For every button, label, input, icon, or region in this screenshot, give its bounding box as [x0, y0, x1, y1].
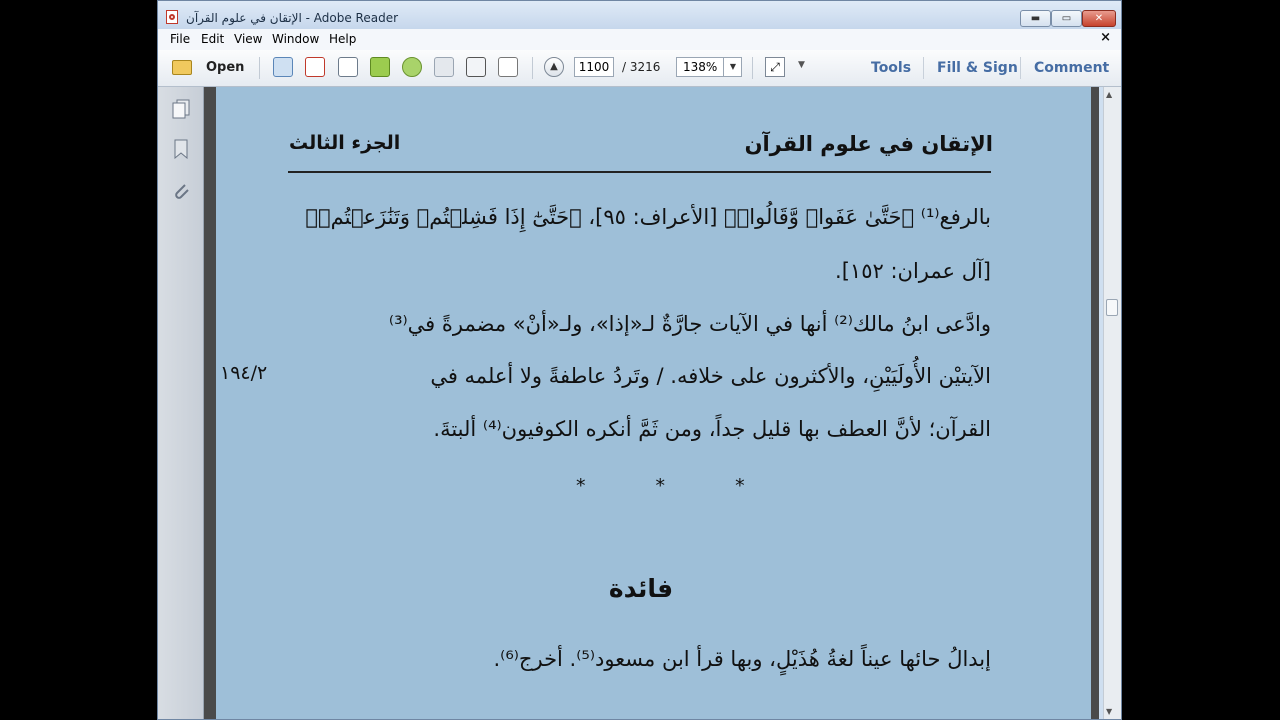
comment-button[interactable]: Comment: [1034, 60, 1110, 76]
folder-share-icon[interactable]: [370, 57, 390, 77]
export-pdf-icon[interactable]: [305, 57, 325, 77]
margin-note: ١٩٤/٢: [220, 362, 268, 384]
page-up-icon[interactable]: ▲: [544, 57, 564, 77]
toolbar-separator: [259, 57, 260, 79]
menu-help[interactable]: Help: [329, 32, 357, 46]
navigation-panel: [158, 87, 204, 719]
pdf-app-icon: [166, 10, 178, 24]
scroll-down-icon[interactable]: ▼: [1106, 707, 1113, 716]
open-label: Open: [206, 60, 245, 75]
vertical-scrollbar[interactable]: [1103, 87, 1121, 719]
close-document-button[interactable]: ×: [1100, 30, 1111, 45]
menu-window[interactable]: Window: [272, 32, 320, 46]
text-line-3: وادَّعى ابنُ مالك⁽²⁾ أنها في الآيات جارَّةٌ لـ«إذا»، ولـ«أنْ» مضمرةً في⁽³⁾: [388, 312, 991, 336]
close-window-button[interactable]: ✕: [1082, 10, 1116, 27]
text-line-1: بالرفع⁽¹⁾ ﴿حَتَّىٰ عَفَوا۟ وَّقَالُوا۟﴾ [الأعراف: ٩٥]، ﴿حَتَّىٰٓ إِذَا فَشِلۡتُمۡ وَتَنَٰزَعۡتُمۡ﴾: [305, 205, 991, 229]
email-icon[interactable]: [498, 57, 518, 77]
toolbar-separator: [752, 57, 753, 79]
title-bar[interactable]: [158, 1, 1121, 29]
page-number-input[interactable]: 1100: [574, 57, 614, 77]
minimize-button[interactable]: ▬: [1020, 10, 1051, 27]
zoom-input[interactable]: 138%: [676, 57, 742, 77]
text-line-5: القرآن؛ لأنَّ العطف بها قليل جداً، ومن ثَمَّ أنكره الكوفيون⁽⁴⁾ ألبتةَ.: [433, 417, 991, 441]
scroll-up-icon[interactable]: ▲: [1106, 90, 1113, 99]
pdf-page: [216, 87, 1091, 720]
page-total: / 3216: [622, 60, 661, 74]
save-icon[interactable]: [434, 57, 454, 77]
page-header-title: الإتقان في علوم القرآن: [744, 132, 993, 156]
expand-dropdown-icon[interactable]: ▼: [798, 60, 805, 70]
separator-stars: * * *: [576, 475, 777, 497]
text-line-6: إبدالُ حائها عيناً لغةُ هُذَيْلٍ، وبها قرأ ابن مسعود⁽⁵⁾. أخرج⁽⁶⁾.: [493, 647, 991, 671]
menu-edit[interactable]: Edit: [201, 32, 225, 46]
scroll-thumb[interactable]: [1106, 299, 1118, 316]
header-rule: [288, 171, 991, 173]
open-button[interactable]: [166, 54, 246, 82]
menu-file[interactable]: File: [170, 32, 191, 46]
edit-icon[interactable]: [338, 57, 358, 77]
create-pdf-icon[interactable]: [273, 57, 293, 77]
expand-icon[interactable]: ⤢: [765, 57, 785, 77]
toolbar-separator: [1020, 57, 1021, 79]
text-line-4: الآيتيْن الأُولَيَيْنِ، والأكثرون على خلافه. / وتَردُ عاطفةً ولا أعلمه في: [430, 364, 991, 388]
folder-open-icon: [172, 60, 192, 75]
toolbar-separator: [923, 57, 924, 79]
window-title: الإتقان في علوم القرآن - Adobe Reader: [186, 11, 399, 25]
toolbar: [158, 50, 1121, 87]
cloud-upload-icon[interactable]: [402, 57, 422, 77]
document-viewport[interactable]: [204, 87, 1099, 719]
section-heading: فائدة: [608, 574, 674, 603]
attachments-icon[interactable]: [172, 181, 190, 201]
page-header-part: الجزء الثالث: [289, 132, 401, 154]
zoom-dropdown-icon[interactable]: ▼: [723, 58, 742, 76]
fill-sign-button[interactable]: Fill & Sign: [937, 60, 1018, 76]
toolbar-separator: [532, 57, 533, 79]
print-icon[interactable]: [466, 57, 486, 77]
text-line-2: [آل عمران: ١٥٢].: [835, 259, 991, 283]
maximize-button[interactable]: ▭: [1051, 10, 1082, 27]
tools-button[interactable]: Tools: [871, 60, 912, 76]
bookmarks-icon[interactable]: [172, 139, 190, 159]
reader-window: [157, 0, 1122, 720]
menu-view[interactable]: View: [234, 32, 263, 46]
pages-icon[interactable]: [172, 99, 190, 119]
menu-bar: [158, 29, 1121, 50]
